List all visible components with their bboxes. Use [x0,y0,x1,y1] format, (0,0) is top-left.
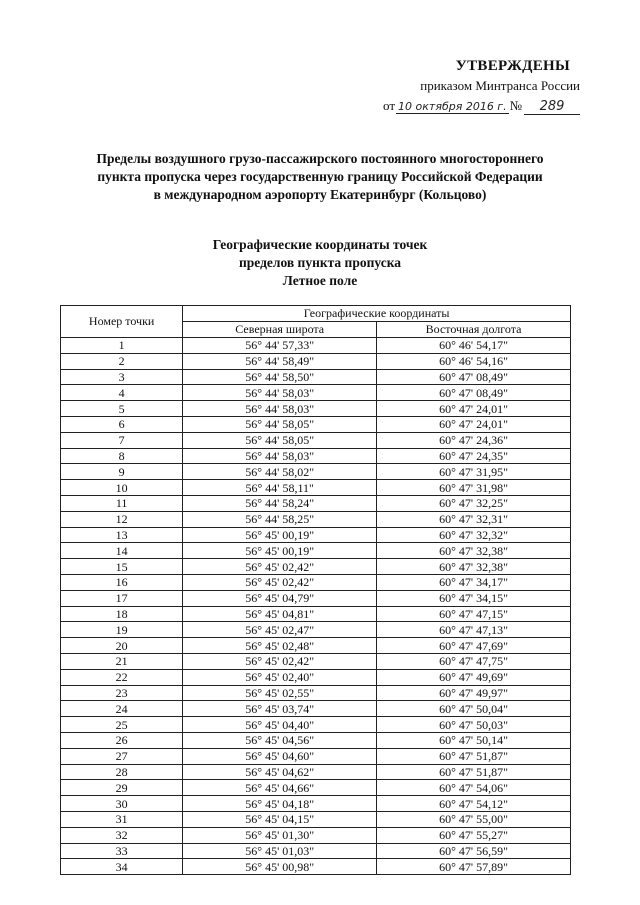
longitude-cell: 60° 47' 08,49" [377,385,571,401]
longitude-cell: 60° 47' 51,87" [377,748,571,764]
coordinates-table [60,305,571,875]
table-row [61,432,571,448]
table-row [61,653,571,669]
table-row [61,638,571,654]
caption-line: Летное поле [282,273,358,288]
point-number-cell: 6 [61,416,183,432]
latitude-cell: 56° 44' 58,49" [183,353,377,369]
table-row [61,574,571,590]
latitude-cell: 56° 45' 04,62" [183,764,377,780]
point-number-cell: 18 [61,606,183,622]
table-row [61,685,571,701]
table-row [61,843,571,859]
latitude-cell: 56° 45' 03,74" [183,701,377,717]
handwritten-date: 10 октября 2016 г. [398,100,507,113]
table-row [61,796,571,812]
longitude-cell: 60° 47' 47,15" [377,606,571,622]
longitude-cell: 60° 47' 24,01" [377,401,571,417]
table-row [61,385,571,401]
point-number-cell: 5 [61,401,183,417]
point-number-cell: 28 [61,764,183,780]
table-row [61,764,571,780]
point-number-cell: 7 [61,432,183,448]
table-row [61,369,571,385]
latitude-cell: 56° 45' 02,42" [183,559,377,575]
latitude-cell: 56° 45' 04,56" [183,732,377,748]
table-row [61,827,571,843]
longitude-cell: 60° 47' 51,87" [377,764,571,780]
point-number-cell: 4 [61,385,183,401]
latitude-cell: 56° 45' 04,18" [183,796,377,812]
approval-date-line [380,98,580,115]
point-number-cell: 12 [61,511,183,527]
latitude-cell: 56° 45' 02,40" [183,669,377,685]
table-row [61,717,571,733]
point-number-cell: 26 [61,732,183,748]
point-number-cell: 13 [61,527,183,543]
longitude-cell: 60° 47' 08,49" [377,369,571,385]
point-number-cell: 15 [61,559,183,575]
latitude-cell: 56° 45' 01,03" [183,843,377,859]
latitude-cell: 56° 45' 00,98" [183,859,377,875]
table-row [61,732,571,748]
header-point-number: Номер точки [61,306,183,338]
table-row [61,669,571,685]
point-number-cell: 20 [61,638,183,654]
latitude-cell: 56° 44' 58,50" [183,369,377,385]
latitude-cell: 56° 45' 02,48" [183,638,377,654]
latitude-cell: 56° 45' 04,79" [183,590,377,606]
point-number-cell: 32 [61,827,183,843]
point-number-cell: 16 [61,574,183,590]
approval-order: приказом Минтранса России [420,78,580,93]
table-row [61,780,571,796]
longitude-cell: 60° 47' 49,97" [377,685,571,701]
table-row [61,701,571,717]
point-number-cell: 21 [61,653,183,669]
caption-line: Географические координаты точек [212,237,428,252]
table-row [61,559,571,575]
title-line: пункта пропуска через государственную границу Российской Федерации [97,169,543,184]
point-number-cell: 23 [61,685,183,701]
point-number-cell: 17 [61,590,183,606]
point-number-cell: 9 [61,464,183,480]
longitude-cell: 60° 46' 54,16" [377,353,571,369]
point-number-cell: 1 [61,338,183,354]
table-row [61,543,571,559]
longitude-cell: 60° 47' 55,27" [377,827,571,843]
longitude-cell: 60° 47' 50,04" [377,701,571,717]
latitude-cell: 56° 45' 04,66" [183,780,377,796]
table-row [61,748,571,764]
table-row [61,527,571,543]
latitude-cell: 56° 44' 57,33" [183,338,377,354]
longitude-cell: 60° 47' 32,31" [377,511,571,527]
latitude-cell: 56° 44' 58,11" [183,480,377,496]
latitude-cell: 56° 45' 04,81" [183,606,377,622]
number-label: № [509,98,522,113]
longitude-cell: 60° 47' 54,12" [377,796,571,812]
longitude-cell: 60° 47' 24,01" [377,416,571,432]
table-row [61,811,571,827]
longitude-cell: 60° 47' 57,89" [377,859,571,875]
latitude-cell: 56° 44' 58,03" [183,448,377,464]
point-number-cell: 29 [61,780,183,796]
longitude-cell: 60° 47' 32,25" [377,495,571,511]
table-row [61,590,571,606]
table-row [61,353,571,369]
point-number-cell: 10 [61,480,183,496]
latitude-cell: 56° 45' 04,40" [183,717,377,733]
table-body [61,338,571,875]
longitude-cell: 60° 47' 31,95" [377,464,571,480]
longitude-cell: 60° 47' 47,69" [377,638,571,654]
approval-heading: УТВЕРЖДЕНЫ [455,58,570,74]
longitude-cell: 60° 47' 24,35" [377,448,571,464]
point-number-cell: 8 [61,448,183,464]
point-number-cell: 31 [61,811,183,827]
table-row [61,622,571,638]
table-row [61,448,571,464]
longitude-cell: 60° 47' 50,03" [377,717,571,733]
document-title [50,150,590,204]
table-row [61,338,571,354]
longitude-cell: 60° 47' 54,06" [377,780,571,796]
title-line: в международном аэропорту Екатеринбург (Кольцово) [153,187,487,202]
longitude-cell: 60° 47' 34,17" [377,574,571,590]
longitude-cell: 60° 47' 31,98" [377,480,571,496]
point-number-cell: 22 [61,669,183,685]
point-number-cell: 25 [61,717,183,733]
point-number-cell: 14 [61,543,183,559]
point-number-cell: 19 [61,622,183,638]
latitude-cell: 56° 45' 02,42" [183,574,377,590]
table-row [61,859,571,875]
point-number-cell: 3 [61,369,183,385]
title-line: Пределы воздушного грузо-пассажирского постоянного многостороннего [96,151,544,166]
approval-block [380,58,580,115]
latitude-cell: 56° 45' 02,42" [183,653,377,669]
longitude-cell: 60° 46' 54,17" [377,338,571,354]
latitude-cell: 56° 44' 58,03" [183,385,377,401]
latitude-cell: 56° 45' 00,19" [183,527,377,543]
table-row [61,416,571,432]
table-row [61,495,571,511]
point-number-cell: 34 [61,859,183,875]
table-row [61,464,571,480]
longitude-cell: 60° 47' 32,32" [377,527,571,543]
table-caption [50,236,590,290]
date-prefix: от [383,98,396,113]
table-row [61,480,571,496]
handwritten-number: 289 [524,99,580,115]
header-geo-coordinates: Географические координаты [183,306,571,322]
longitude-cell: 60° 47' 55,00" [377,811,571,827]
point-number-cell: 2 [61,353,183,369]
latitude-cell: 56° 45' 04,15" [183,811,377,827]
table-row [61,606,571,622]
latitude-cell: 56° 45' 01,30" [183,827,377,843]
header-north-latitude: Северная широта [183,322,377,338]
point-number-cell: 30 [61,796,183,812]
latitude-cell: 56° 44' 58,05" [183,432,377,448]
table-row [61,401,571,417]
longitude-cell: 60° 47' 47,75" [377,653,571,669]
longitude-cell: 60° 47' 47,13" [377,622,571,638]
latitude-cell: 56° 44' 58,25" [183,511,377,527]
latitude-cell: 56° 44' 58,02" [183,464,377,480]
table-row [61,511,571,527]
longitude-cell: 60° 47' 50,14" [377,732,571,748]
latitude-cell: 56° 45' 02,55" [183,685,377,701]
latitude-cell: 56° 45' 02,47" [183,622,377,638]
point-number-cell: 33 [61,843,183,859]
point-number-cell: 24 [61,701,183,717]
longitude-cell: 60° 47' 32,38" [377,543,571,559]
longitude-cell: 60° 47' 24,36" [377,432,571,448]
point-number-cell: 11 [61,495,183,511]
caption-line: пределов пункта пропуска [238,255,402,270]
latitude-cell: 56° 45' 00,19" [183,543,377,559]
latitude-cell: 56° 44' 58,24" [183,495,377,511]
latitude-cell: 56° 44' 58,05" [183,416,377,432]
point-number-cell: 27 [61,748,183,764]
header-east-longitude: Восточная долгота [377,322,571,338]
longitude-cell: 60° 47' 32,38" [377,559,571,575]
latitude-cell: 56° 45' 04,60" [183,748,377,764]
longitude-cell: 60° 47' 34,15" [377,590,571,606]
latitude-cell: 56° 44' 58,03" [183,401,377,417]
longitude-cell: 60° 47' 56,59" [377,843,571,859]
longitude-cell: 60° 47' 49,69" [377,669,571,685]
